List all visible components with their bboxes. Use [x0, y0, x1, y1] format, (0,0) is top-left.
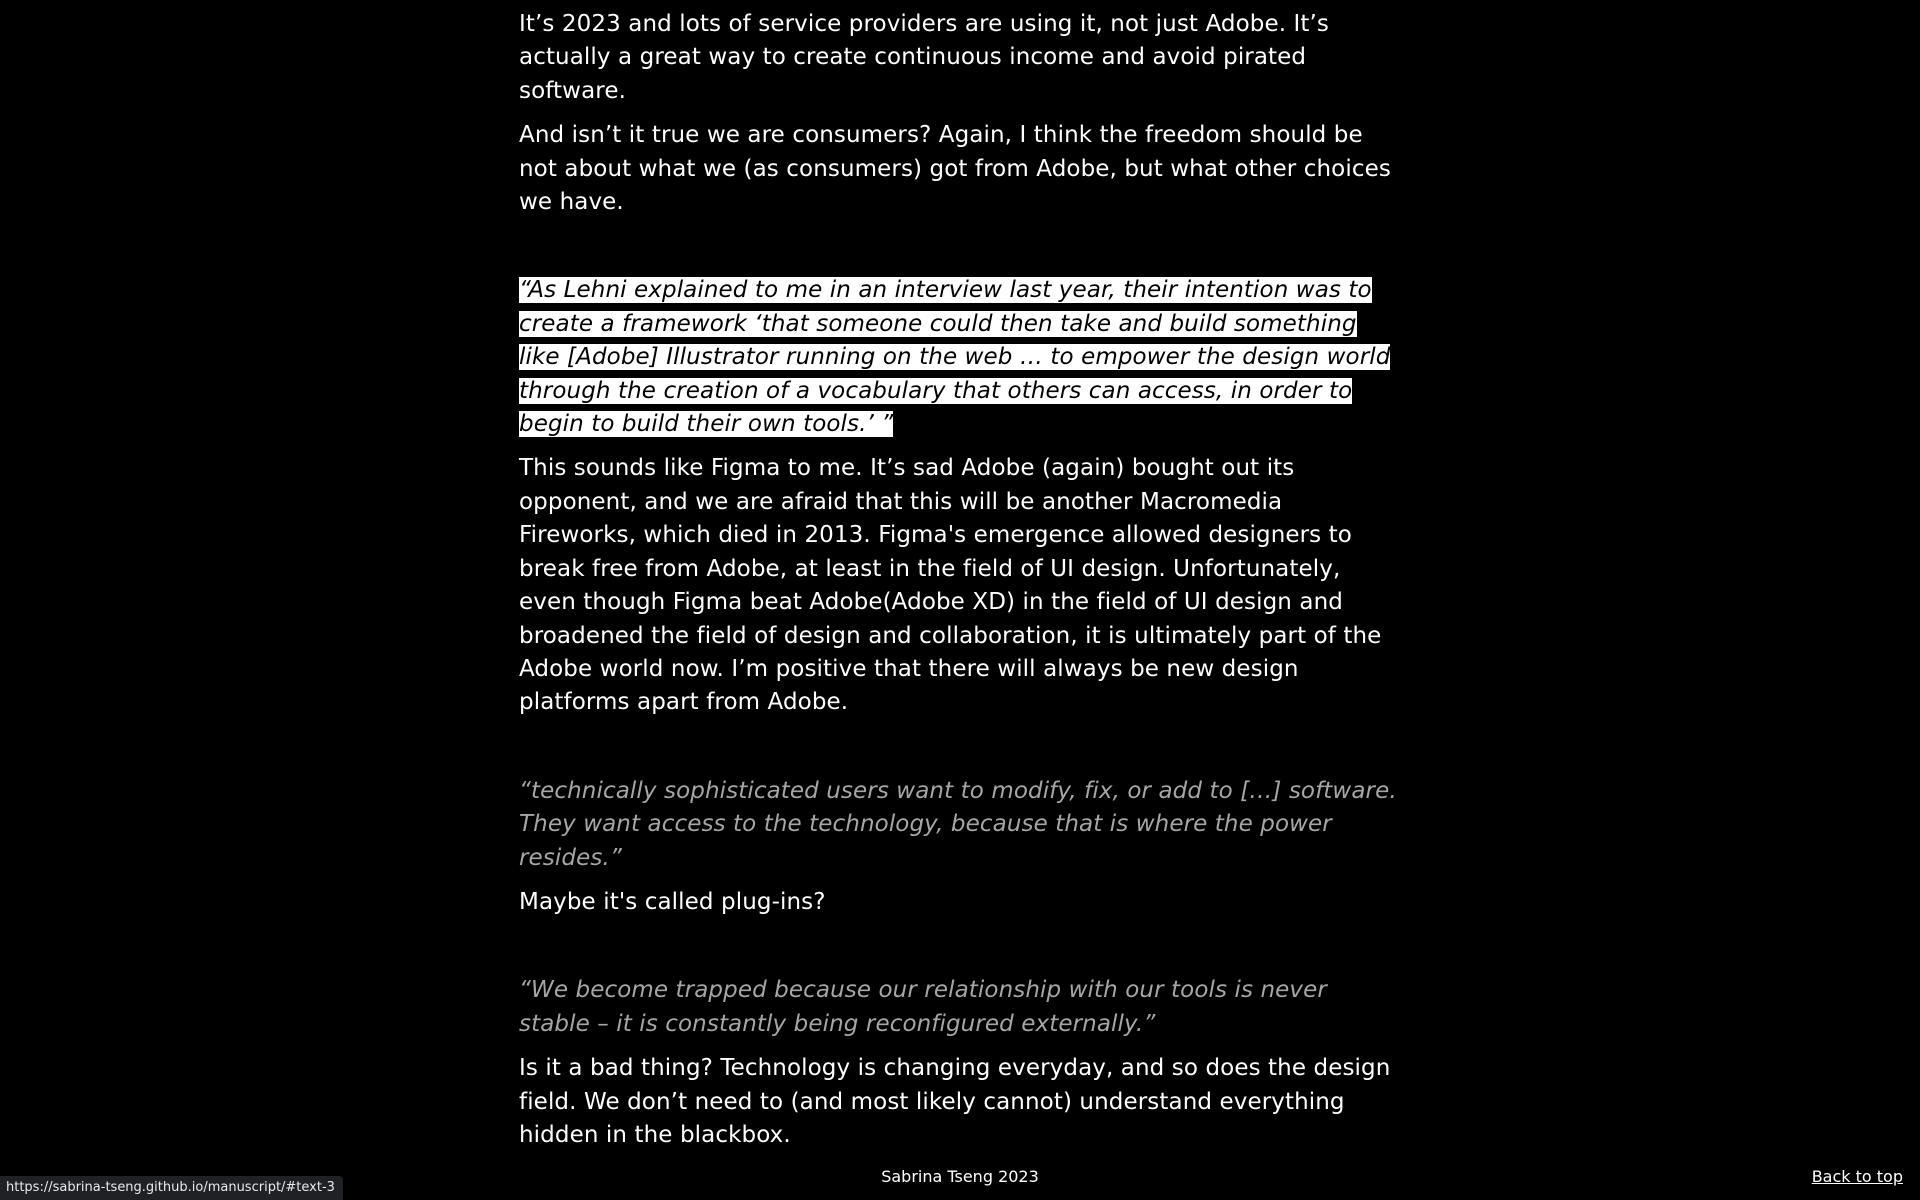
footer-credit: Sabrina Tseng 2023: [881, 1167, 1039, 1186]
paragraph-4: Maybe it's called plug-ins?: [519, 888, 826, 915]
back-to-top-link[interactable]: Back to top: [1811, 1167, 1903, 1186]
paragraph-1: It’s 2023 and lots of service providers are using it, not just Adobe. It’s actually a great way to create continuous income and avoid pirated software.: [519, 11, 1330, 104]
paragraph-2: And isn’t it true we are consumers? Again, I think the freedom should be not about what we (as consumers) got from Adobe, but what other choices we have.: [519, 122, 1391, 216]
section-spacer: [519, 930, 1399, 974]
article-body: [519, 8, 1399, 1163]
quote-trapped: “We become trapped because our relationship with our tools is never stable – it is constantly being reconfigured externally.”: [519, 977, 1327, 1037]
section-spacer: [519, 731, 1399, 775]
quote-lehni-selected[interactable]: [519, 274, 1399, 441]
quote-sophisticated-users: “technically sophisticated users want to modify, fix, or add to […] software. They want access to the technology, because that is where the power resides.”: [519, 777, 1397, 871]
section-spacer: [519, 230, 1399, 274]
paragraph-3: This sounds like Figma to me. It’s sad Adobe (again) bought out its opponent, and we are afraid that this will be another Macromedia Fireworks, which died in 2013. Figma's emergence allowed designers to break free from Adobe, at least in the field of UI design. Unfortunately, even though Figma beat Adobe(Adobe XD) in the field of UI design and broadened the field of design and collaboration, it is ultimately part of the Adobe world now. I’m positive that there will always be new design platforms apart from Adobe.: [519, 455, 1382, 716]
quote-lehni-text[interactable]: “As Lehni explained to me in an interview last year, their intention was to create a framework ‘that someone could then take and build something like [Adobe] Illustrator running on the web … to empower the design world through the creation of a vocabulary that others can access, in order to begin to build their own tools.’ ”: [519, 277, 1391, 438]
link-status-url: https://sabrina-tseng.github.io/manuscript/#text-3: [0, 1176, 343, 1200]
paragraph-5: Is it a bad thing? Technology is changing everyday, and so does the design field. We don’t need to (and most likely cannot) understand everything hidden in the blackbox.: [519, 1055, 1391, 1148]
